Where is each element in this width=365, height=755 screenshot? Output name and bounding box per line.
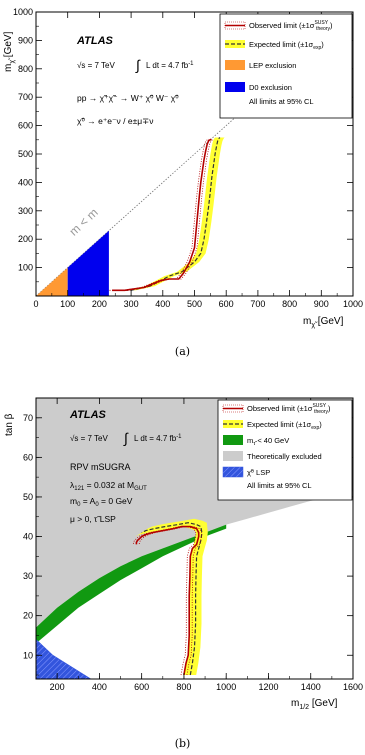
observed-theory-high	[115, 139, 214, 290]
x-tick-label-b: 800	[176, 682, 192, 692]
x-tick-label-a: 400	[155, 299, 171, 309]
y-tick-label-b: 60	[22, 452, 33, 463]
legend-observed-label-a: Observed limit ($\pm 1\sigma^{SUSY}$ theory)	[249, 20, 333, 32]
x-tick-label-a: 500	[186, 299, 203, 309]
integral-sign-b: ∫	[124, 430, 128, 446]
x-tick-label-a: 100	[60, 299, 76, 309]
x-tick-label-a: 300	[123, 299, 139, 309]
chart-a	[3, 7, 363, 329]
legend-expected-label-b: Expected limit $(\pm 1\sigma_{exp})$	[247, 420, 322, 431]
legend-lsp-swatch	[223, 467, 243, 477]
y-tick-label-a: 400	[17, 177, 33, 188]
d0-exclusion-region	[68, 231, 109, 296]
y-tick-label-b: 50	[22, 491, 33, 502]
y-tick-label-a: 100	[17, 262, 33, 273]
legend-footer-b: All limits at 95% CL	[247, 481, 312, 490]
energy-label-a: √s = 7 TeV	[77, 61, 115, 70]
y-tick-label-a: 700	[17, 92, 33, 103]
lumi-label-b: L dt = 4.7 $fb^{-1}$	[134, 434, 182, 443]
y-tick-label-b: 40	[22, 531, 33, 542]
x-tick-label-b: 600	[134, 682, 150, 692]
y-axis-label-a: $m_{\chĩ}$ [GeV]	[3, 31, 16, 72]
y-tick-label-a: 800	[17, 63, 33, 74]
x-tick-label-b: 1600	[342, 682, 364, 692]
x-tick-label-a: 1000	[342, 299, 364, 309]
legend-footer-a: All limits at 95% CL	[249, 97, 314, 106]
integral-sign-a: ∫	[136, 57, 140, 73]
x-tick-label-a: 700	[250, 299, 266, 309]
caption-b: (b)	[174, 737, 191, 750]
x-tick-label-b: 200	[49, 682, 65, 692]
process-label-a: pp → χ̃⁺χ̃⁻ → W⁺ χ̃⁰ W⁻ χ̃⁰	[77, 93, 179, 103]
legend-mtau-swatch	[223, 435, 243, 445]
legend-expected-label-a: Expected limit $(\pm 1\sigma_{exp})$	[249, 40, 324, 51]
lambda-label-b: $\lambda_{121} = 0.032$ at $M_{GUT}$	[70, 480, 147, 492]
x-tick-label-b: 400	[91, 682, 107, 692]
x-tick-label-a: 200	[91, 299, 107, 309]
observed-limit-line	[112, 139, 211, 290]
energy-label-b: √s = 7 TeV	[70, 434, 108, 443]
x-tick-label-b: 1200	[258, 682, 279, 692]
caption-a: (a)	[174, 345, 191, 358]
m0-label-b: $m_0 = A_0 = 0$ GeV	[70, 496, 133, 508]
legend-lsp-label: χ̃⁰ LSP	[247, 468, 271, 477]
atlas-label-a: ATLAS	[77, 35, 113, 47]
mu-label-b: μ > 0, τ̃ LSP	[70, 514, 116, 524]
model-label-b: RPV mSUGRA	[70, 462, 131, 472]
y-tick-label-a: 900	[17, 35, 33, 46]
legend-d0-swatch	[225, 82, 245, 92]
x-tick-label-a: 900	[313, 299, 329, 309]
y-tick-label-b: 10	[22, 650, 33, 661]
y-tick-label-a: 1000	[12, 7, 33, 17]
x-tick-label-b: 1400	[300, 682, 321, 692]
atlas-label-b: ATLAS	[70, 409, 106, 421]
observed-theory-low	[110, 139, 209, 290]
y-axis-label-b: tan β	[4, 413, 15, 436]
diagonal-label: m < m	[66, 205, 101, 239]
y-tick-label-b: 20	[22, 610, 33, 621]
legend-lep-label: LEP exclusion	[249, 61, 297, 70]
legend-mtau-label: $m_{\taũ} < 40$ GeV	[247, 436, 290, 447]
y-tick-label-a: 600	[17, 120, 33, 131]
legend-d0-label: D0 exclusion	[249, 83, 292, 92]
y-tick-label-a: 300	[17, 205, 33, 216]
y-tick-label-b: 30	[22, 571, 33, 582]
legend-lep-swatch	[225, 60, 245, 70]
y-tick-label-a: 500	[17, 149, 33, 159]
legend-excluded-label: Theoretically excluded	[247, 452, 322, 461]
decay-label-a: χ̃⁰ → e⁺e⁻ν / e±μ∓ν	[77, 116, 154, 126]
x-tick-label-a: 0	[33, 299, 39, 309]
legend-observed-label-b: Observed limit ($\pm 1\sigma^{SUSY}$ theory)	[247, 403, 331, 415]
x-axis-label-b: $m_{1/2}$ [GeV]	[291, 698, 338, 711]
x-tick-label-b: 1000	[216, 682, 237, 692]
y-tick-label-a: 200	[17, 234, 33, 245]
lumi-label-a: L dt = 4.7 $fb^{-1}$	[146, 61, 194, 70]
legend-excluded-swatch	[223, 451, 243, 461]
x-tick-label-a: 800	[282, 299, 298, 309]
x-axis-label-a: $m_{\chĩ}$ [GeV]	[303, 316, 344, 329]
lsp-region	[36, 639, 91, 679]
chart-b	[4, 398, 363, 711]
x-tick-label-a: 600	[218, 299, 234, 309]
y-tick-label-b: 70	[22, 412, 33, 423]
